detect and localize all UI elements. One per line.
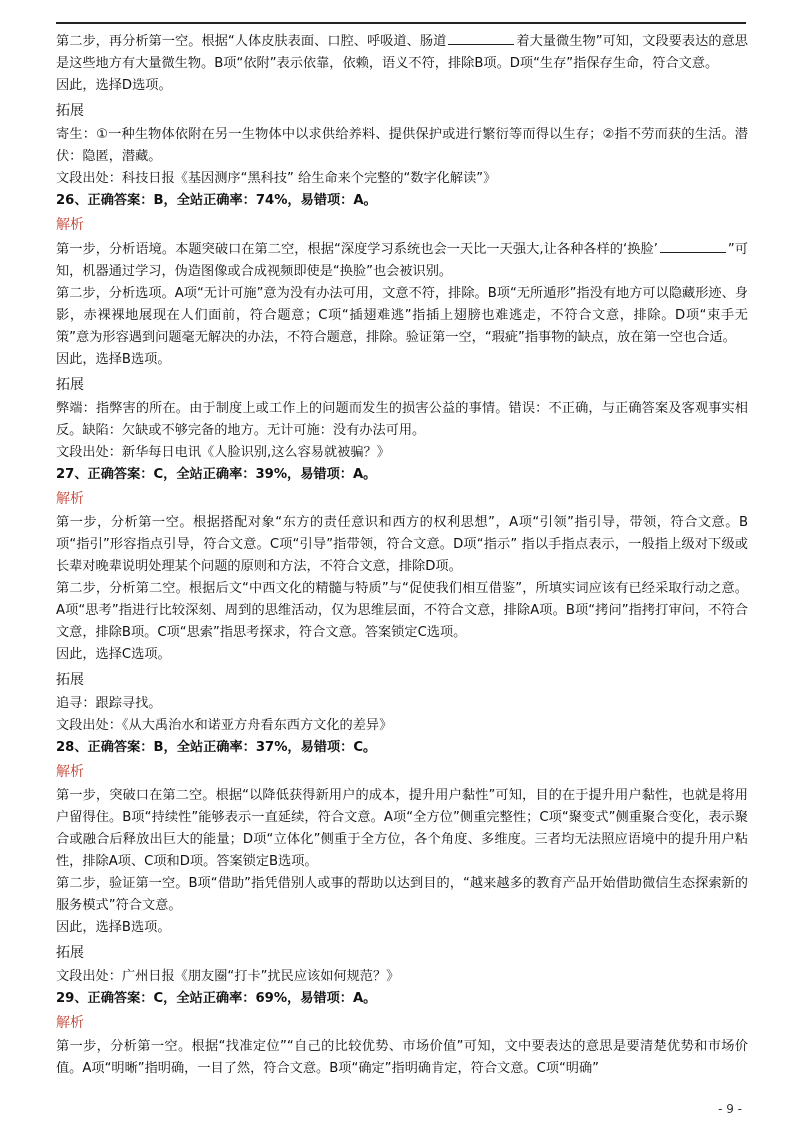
q28-heading: 28、正确答案：B，全站正确率：37%，易错项：C。 xyxy=(56,740,377,755)
q26-step1-part1: 第一步，分析语境。本题突破口在第二空，根据“深度学习系统也会一天比一天强大,让各种各样的‘换脸’ xyxy=(56,242,658,257)
q28-conclusion: 因此，选择B选项。 xyxy=(56,920,171,935)
q25-source: 文段出处：科技日报《基因测序“黑科技” 给生命来个完整的“数字化解读”》 xyxy=(56,171,497,186)
q27-step2: 第二步，分析第二空。根据后文“中西文化的精髓与特质”与“促使我们相互借鉴”，所填实词应该有已经采取行动之意。A项“思考”指进行比较深刻、周到的思维活动，仅为思维层面，不符合文意，排除A项。B项“拷问”指拷打审问，不符合文意，排除B项。C项“思索”指思考探求，符合文意。答案锁定C选项。 xyxy=(56,581,748,640)
q28-source: 文段出处：广州日报《朋友圈“打卡”扰民应该如何规范？》 xyxy=(56,969,400,984)
q27-extension-label: 拓展 xyxy=(56,672,84,688)
q25-step2-part2: 着大量微生物”可知，文段要表达的意思是这些地方有大量微生物。B项“依附”表示依靠，依赖，语义不符，排除B项。D项“生存”指保存生命，符合文意。 xyxy=(56,34,748,71)
q25-extension-label: 拓展 xyxy=(56,103,84,119)
q29-heading: 29、正确答案：C，全站正确率：69%，易错项：A。 xyxy=(56,991,377,1006)
q26-extension-label: 拓展 xyxy=(56,377,84,393)
q27-analysis-label: 解析 xyxy=(56,491,84,507)
q26-analysis-label: 解析 xyxy=(56,217,84,233)
header-rule xyxy=(56,22,746,24)
fill-blank xyxy=(660,238,726,253)
q28-step1: 第一步，突破口在第二空。根据“以降低获得新用户的成本，提升用户黏性”可知，目的在于提升用户黏性，也就是将用户留得住。B项“持续性”能够表示一直延续，符合文意。A项“全方位”侧重完整性；C项“聚变式”侧重聚合变化，表示聚合或融合后释放出巨大的能量；D项“立体化”侧重于全方位，各个角度、多维度。三者均无法照应语境中的提升用户粘性，排除A项、C项和D项。答案锁定B选项。 xyxy=(56,788,748,869)
page-content xyxy=(56,30,748,1080)
q25-step2 xyxy=(56,30,748,75)
q27-step1: 第一步，分析第一空。根据搭配对象“东方的责任意识和西方的权利思想”，A项“引领”指引导，带领，符合文意。B项“指引”形容指点引导，符合文意。C项“引导”指带领，符合文意。D项“指示” 指以手指点表示，一般指上级对下级或长辈对晚辈说明处理某个问题的原则和方法，不符合文意，排除D项。 xyxy=(56,515,748,574)
q26-step2: 第二步，分析选项。A项“无计可施”意为没有办法可用，文意不符，排除。B项“无所遁形”指没有地方可以隐藏形迹、身影，赤裸裸地展现在人们面前，符合题意；C项“插翅难逃”指插上翅膀也难逃走，不符合文意，排除。D项“束手无策”意为形容遇到问题毫无解决的办法，不符合题意，排除。验证第一空，“瑕疵”指事物的缺点，放在第一空也合适。 xyxy=(56,286,748,345)
fill-blank xyxy=(448,30,514,45)
q25-conclusion: 因此，选择D选项。 xyxy=(56,78,172,93)
q29-step1: 第一步，分析第一空。根据“找准定位”“自己的比较优势、市场价值”可知，文中要表达的意思是要清楚优势和市场价值。A项“明晰”指明确，一目了然，符合文意。B项“确定”指明确肯定，符合文意。C项“明确” xyxy=(56,1039,748,1076)
q25-step2-part1: 第二步，再分析第一空。根据“人体皮肤表面、口腔、呼吸道、肠道 xyxy=(56,34,447,49)
q26-heading: 26、正确答案：B，全站正确率：74%，易错项：A。 xyxy=(56,193,377,208)
q28-extension-label: 拓展 xyxy=(56,945,84,961)
q26-extension-text: 弊端：指弊害的所在。由于制度上或工作上的问题而发生的损害公益的事情。错误：不正确，与正确答案及客观事实相反。缺陷：欠缺或不够完备的地方。无计可施：没有办法可用。 xyxy=(56,401,748,438)
q26-conclusion: 因此，选择B选项。 xyxy=(56,352,171,367)
q26-source: 文段出处：新华每日电讯《人脸识别,这么容易就被骗？》 xyxy=(56,445,390,460)
q28-step2: 第二步，验证第一空。B项“借助”指凭借别人或事的帮助以达到目的，“越来越多的教育产品开始借助微信生态探索新的服务模式”符合文意。 xyxy=(56,876,748,913)
q26-step1 xyxy=(56,238,748,283)
page-number: - 9 - xyxy=(718,1102,742,1116)
q27-conclusion: 因此，选择C选项。 xyxy=(56,647,171,662)
q27-extension-text: 追寻：跟踪寻找。 xyxy=(56,696,162,711)
q28-analysis-label: 解析 xyxy=(56,764,84,780)
q27-source: 文段出处：《从大禹治水和诺亚方舟看东西方文化的差异》 xyxy=(56,718,393,733)
q25-extension-text: 寄生：①一种生物体依附在另一生物体中以求供给养料、提供保护或进行繁衍等而得以生存；②指不劳而获的生活。潜伏：隐匿，潜藏。 xyxy=(56,127,748,164)
q26-step1-part2: ”可知，机器通过学习，伪造图像或合成视频即使是“换脸”也会被识别。 xyxy=(56,242,748,279)
q27-heading: 27、正确答案：C，全站正确率：39%，易错项：A。 xyxy=(56,467,377,482)
q29-analysis-label: 解析 xyxy=(56,1015,84,1031)
